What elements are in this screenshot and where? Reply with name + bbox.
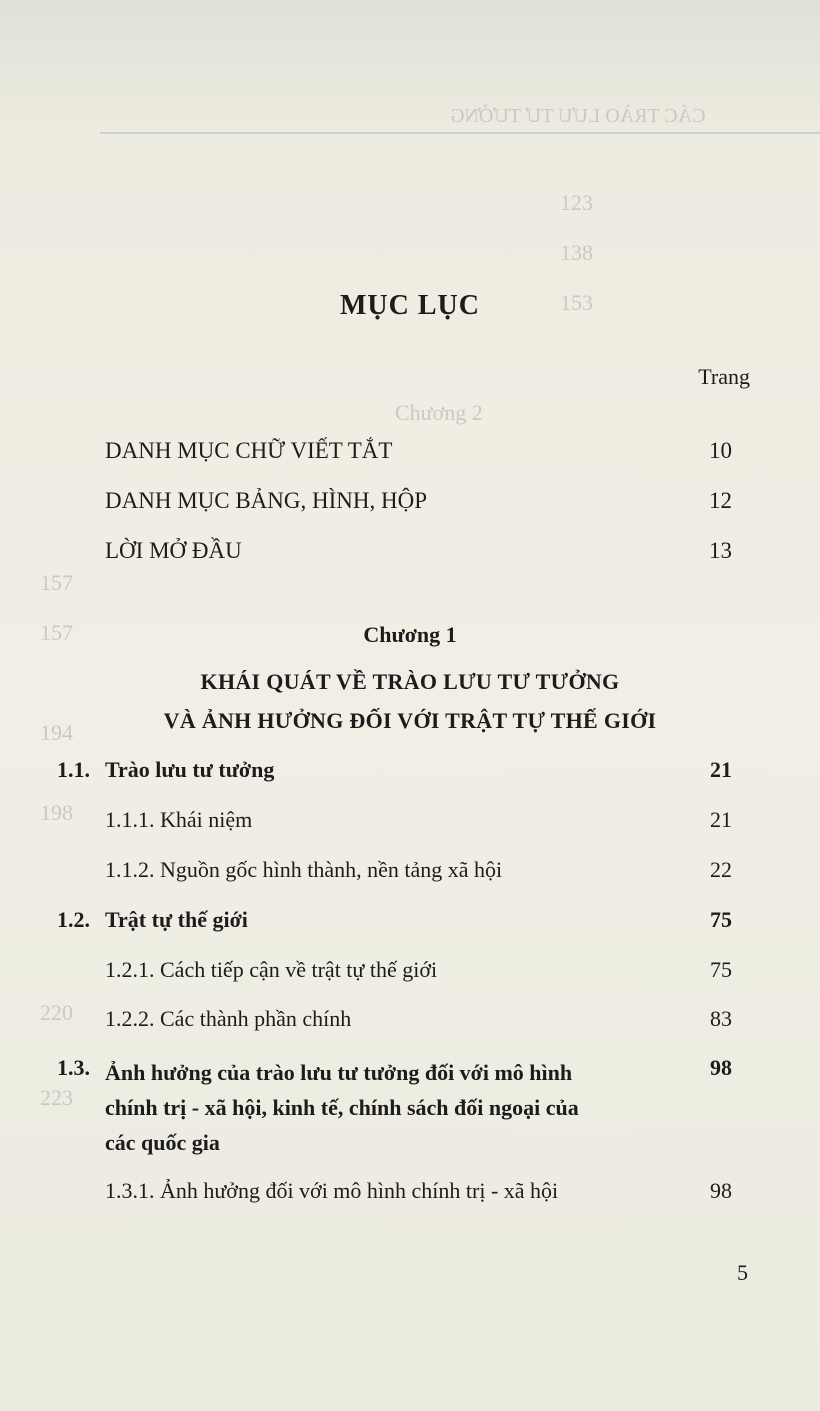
bleed-through-text: 157 [40, 570, 73, 595]
section-page: 98 [710, 1055, 732, 1080]
bleed-through-text: 138 [560, 240, 593, 265]
subsection-label [105, 957, 437, 983]
chapter-number: Chương 1 [363, 622, 457, 647]
section-label-line: Ảnh hưởng của trào lưu tư tưởng đối với mô hình [105, 1060, 573, 1085]
bleed-through-text: 220 [40, 1000, 73, 1025]
bleed-through-text: 194 [40, 720, 73, 745]
bleed-through-text: Chương 2 [395, 400, 483, 425]
subsection-label [105, 807, 252, 833]
subsection-page: 83 [710, 1006, 732, 1031]
bleed-through-text: 198 [40, 800, 73, 825]
subsection-title: Khái niệm [160, 807, 253, 832]
toc-entry-label: DANH MỤC CHỮ VIẾT TẮT [105, 438, 393, 463]
bleed-through-rule [100, 132, 820, 134]
subsection-label [105, 857, 502, 883]
subsection-title: Nguồn gốc hình thành, nền tảng xã hội [160, 857, 503, 882]
toc-entry-page: 13 [709, 538, 732, 563]
section-number: 1.2. [57, 907, 90, 932]
section-number: 1.1. [57, 757, 90, 782]
section-label: Trào lưu tư tưởng [105, 757, 275, 782]
subsection-number: 1.1.1. [105, 807, 155, 832]
page-column-label: Trang [698, 364, 750, 389]
page-number: 5 [737, 1260, 748, 1285]
subsection-label [105, 1178, 558, 1204]
subsection-title: Cách tiếp cận về trật tự thế giới [160, 957, 438, 982]
subsection-number: 1.2.1. [105, 957, 155, 982]
section-page: 21 [710, 757, 732, 782]
subsection-page: 75 [710, 957, 732, 982]
subsection-number: 1.1.2. [105, 857, 155, 882]
subsection-number: 1.2.2. [105, 1006, 155, 1031]
section-page: 75 [710, 907, 732, 932]
subsection-page: 22 [710, 857, 732, 882]
section-label-line: chính trị - xã hội, kinh tế, chính sách đối ngoại của [105, 1095, 579, 1120]
bleed-through-text: 123 [560, 190, 593, 215]
subsection-title: Ảnh hưởng đối với mô hình chính trị - xã hội [160, 1178, 559, 1203]
section-label-line: các quốc gia [105, 1130, 220, 1155]
section-label-multiline [105, 1055, 665, 1160]
subsection-title: Các thành phần chính [160, 1006, 352, 1031]
bleed-through-text: 223 [40, 1085, 73, 1110]
bleed-through-text: CÁC TRÀO LƯU TƯ TƯỞNG [450, 105, 706, 127]
chapter-title-line: KHÁI QUÁT VỀ TRÀO LƯU TƯ TƯỞNG [200, 669, 620, 694]
section-number: 1.3. [57, 1055, 90, 1080]
toc-entry-label: LỜI MỞ ĐẦU [105, 538, 242, 563]
chapter-title-line: VÀ ẢNH HƯỞNG ĐỐI VỚI TRẬT TỰ THẾ GIỚI [163, 708, 657, 733]
toc-entry-page: 10 [709, 438, 732, 463]
subsection-page: 21 [710, 807, 732, 832]
subsection-label [105, 1006, 351, 1032]
section-label: Trật tự thế giới [105, 907, 248, 932]
subsection-number: 1.3.1. [105, 1178, 155, 1203]
bleed-through-text: 153 [560, 290, 593, 315]
toc-entry-label: DANH MỤC BẢNG, HÌNH, HỘP [105, 488, 428, 513]
subsection-page: 98 [710, 1178, 732, 1203]
toc-title: MỤC LỤC [340, 290, 480, 321]
toc-entry-page: 12 [709, 488, 732, 513]
bleed-through-text: 157 [40, 620, 73, 645]
